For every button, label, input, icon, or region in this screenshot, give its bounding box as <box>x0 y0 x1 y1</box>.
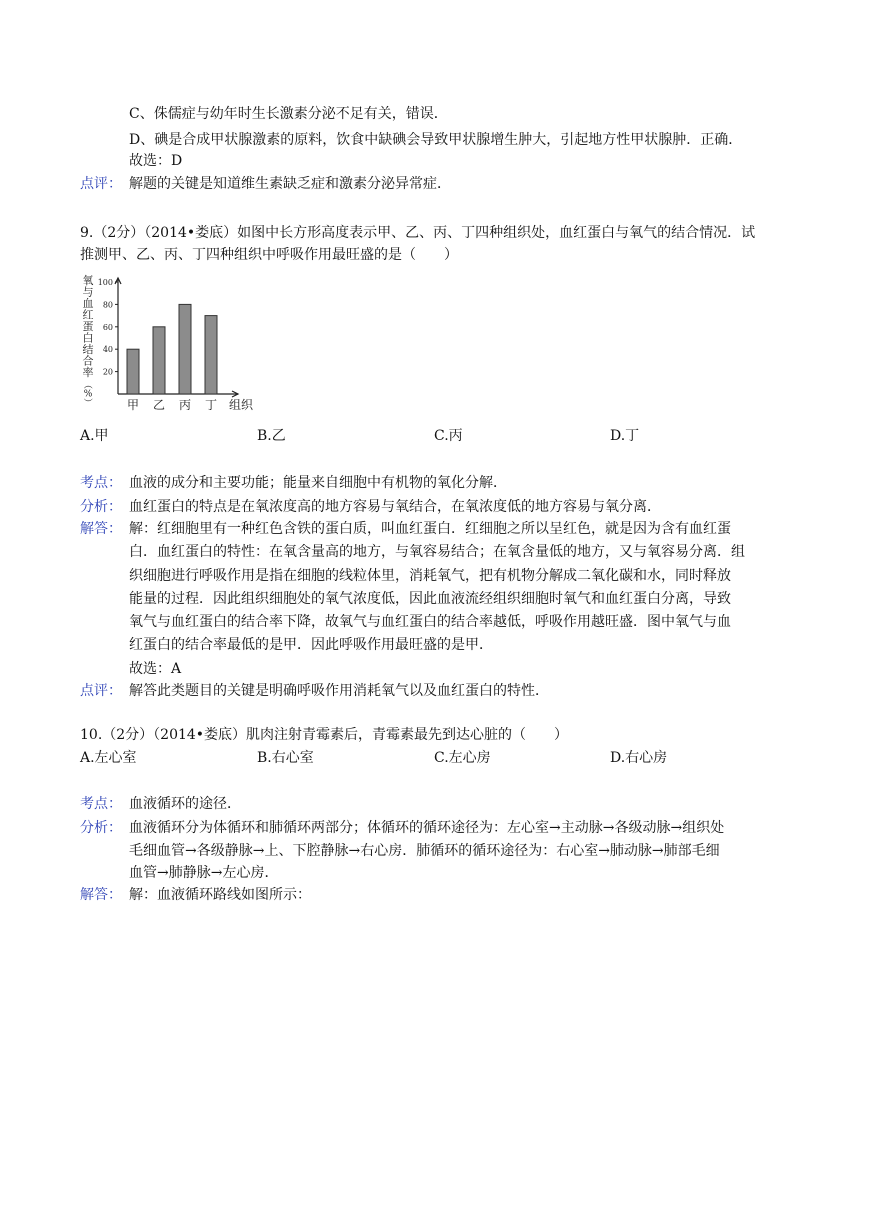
y-axis-label-char: 红 <box>82 308 94 322</box>
bar <box>127 349 139 394</box>
q9-option-c: C.丙 <box>434 428 463 444</box>
q9-stem-line-1: 9.（2分）（2014•娄底）如图中长方形高度表示甲、乙、丙、丁四种组织处，血红蛋白与氧气的结合情况．试 <box>80 225 756 241</box>
y-tick-label: 80 <box>102 300 113 310</box>
q10-option-c: C.左心房 <box>434 750 491 766</box>
q9-stem-line-2: 推测甲、乙、丙、丁四种组织中呼吸作用最旺盛的是（ ） <box>80 247 458 263</box>
q9-option-b: B.乙 <box>257 428 286 444</box>
y-tick-label: 20 <box>102 367 113 377</box>
x-category-label: 甲 <box>126 398 140 412</box>
q9-jieda-line: 解：红细胞里有一种红色含铁的蛋白质，叫血红蛋白．红细胞之所以呈红色，就是因为含有血红蛋 <box>129 521 731 537</box>
q9-fenxi-label: 分析： <box>80 499 122 515</box>
y-axis-label-char: 与 <box>82 285 94 299</box>
q10-stem: 10.（2分）（2014•娄底）肌肉注射青霉素后，青霉素最先到达心脏的（ ） <box>80 727 569 743</box>
q9-kaodian-label: 考点： <box>80 475 122 491</box>
y-axis-label-char: ） <box>82 397 92 408</box>
q10-option-a: A.左心室 <box>80 750 137 766</box>
q10-fenxi-label: 分析： <box>80 820 122 836</box>
x-category-label: 丙 <box>178 398 192 412</box>
option-c-analysis: C、侏儒症与幼年时生长激素分泌不足有关，错误． <box>129 106 448 122</box>
q9-answer-choice: 故选：A <box>129 661 182 677</box>
bar <box>179 304 191 394</box>
q10-kaodian-label: 考点： <box>80 796 122 812</box>
comment-label: 点评： <box>80 176 122 192</box>
q9-option-d: D.丁 <box>610 428 640 444</box>
q10-kaodian-text: 血液循环的途径． <box>129 796 241 812</box>
q9-jieda-label: 解答： <box>80 521 122 537</box>
x-axis-title: 组织 <box>229 398 254 412</box>
q9-jieda-line: 织细胞进行呼吸作用是指在细胞的线粒体里，消耗氧气，把有机物分解成二氧化碳和水，同时释放 <box>129 568 731 584</box>
y-axis-label-char: 合 <box>82 354 94 368</box>
y-axis-label-char: （ <box>82 379 92 390</box>
bar-chart <box>78 272 268 422</box>
y-axis-label-char: 血 <box>82 297 94 310</box>
y-axis-label-char: 氧 <box>82 274 94 287</box>
bar <box>205 316 217 394</box>
x-axis-categories <box>127 398 254 412</box>
option-d-analysis: D、碘是合成甲状腺激素的原料，饮食中缺碘会导致甲状腺增生肿大，引起地方性甲状腺肿．正确． <box>129 132 743 148</box>
y-axis-label-char: 率 <box>82 366 94 379</box>
q9-jieda-line: 能量的过程．因此组织细胞处的氧气浓度低，因此血液流经组织细胞时氧气和血红蛋白分离，导致 <box>129 591 731 607</box>
q10-option-d: D.右心房 <box>610 750 668 766</box>
y-axis-label <box>82 273 94 407</box>
q10-option-b: B.右心室 <box>257 750 314 766</box>
q9-jieda-line: 红蛋白的结合率最低的是甲．因此呼吸作用最旺盛的是甲． <box>129 637 493 653</box>
q9-kaodian-text: 血液的成分和主要功能；能量来自细胞中有机物的氧化分解． <box>129 475 507 491</box>
y-tick-label: 100 <box>97 278 113 287</box>
answer-choice: 故选：D <box>129 153 183 169</box>
y-axis-label-char: 蛋 <box>82 320 94 333</box>
q9-fenxi-text: 血红蛋白的特点是在氧浓度高的地方容易与氧结合，在氧浓度低的地方容易与氧分离． <box>129 499 661 515</box>
q10-fenxi-line: 血管→肺静脉→左心房． <box>129 865 279 881</box>
comment-text: 解题的关键是知道维生素缺乏症和激素分泌异常症． <box>129 176 451 192</box>
q9-jieda-line: 氧气与血红蛋白的结合率下降，故氧气与血红蛋白的结合率越低，呼吸作用越旺盛．图中氧气与血 <box>129 614 731 630</box>
y-axis-label-char: 白 <box>82 331 94 345</box>
bar <box>153 327 165 394</box>
q10-jieda-text: 解：血液循环路线如图所示： <box>129 887 311 903</box>
q9-option-a: A.甲 <box>80 428 109 444</box>
q9-jieda-line: 白．血红蛋白的特性：在氧含量高的地方，与氧容易结合；在氧含量低的地方，又与氧容易分离．组 <box>129 544 745 560</box>
x-category-label: 乙 <box>152 398 166 412</box>
q9-dianping-text: 解答此类题目的关键是明确呼吸作用消耗氧气以及血红蛋白的特性． <box>129 683 549 699</box>
q10-fenxi-line: 毛细血管→各级静脉→上、下腔静脉→右心房．肺循环的循环途径为：右心室→肺动脉→肺部毛细 <box>129 843 720 859</box>
y-axis-label-char: % <box>83 389 93 400</box>
q9-dianping-label: 点评： <box>80 683 122 699</box>
x-category-label: 丁 <box>204 398 218 412</box>
y-axis-ticks <box>98 278 118 377</box>
y-axis-label-char: 结 <box>82 343 94 356</box>
y-tick-label: 40 <box>102 345 113 355</box>
q10-jieda-label: 解答： <box>80 887 122 903</box>
q10-fenxi-line: 血液循环分为体循环和肺循环两部分；体循环的循环途径为：左心室→主动脉→各级动脉→组织处 <box>129 820 725 836</box>
bars <box>127 304 217 394</box>
y-tick-label: 60 <box>102 322 113 332</box>
